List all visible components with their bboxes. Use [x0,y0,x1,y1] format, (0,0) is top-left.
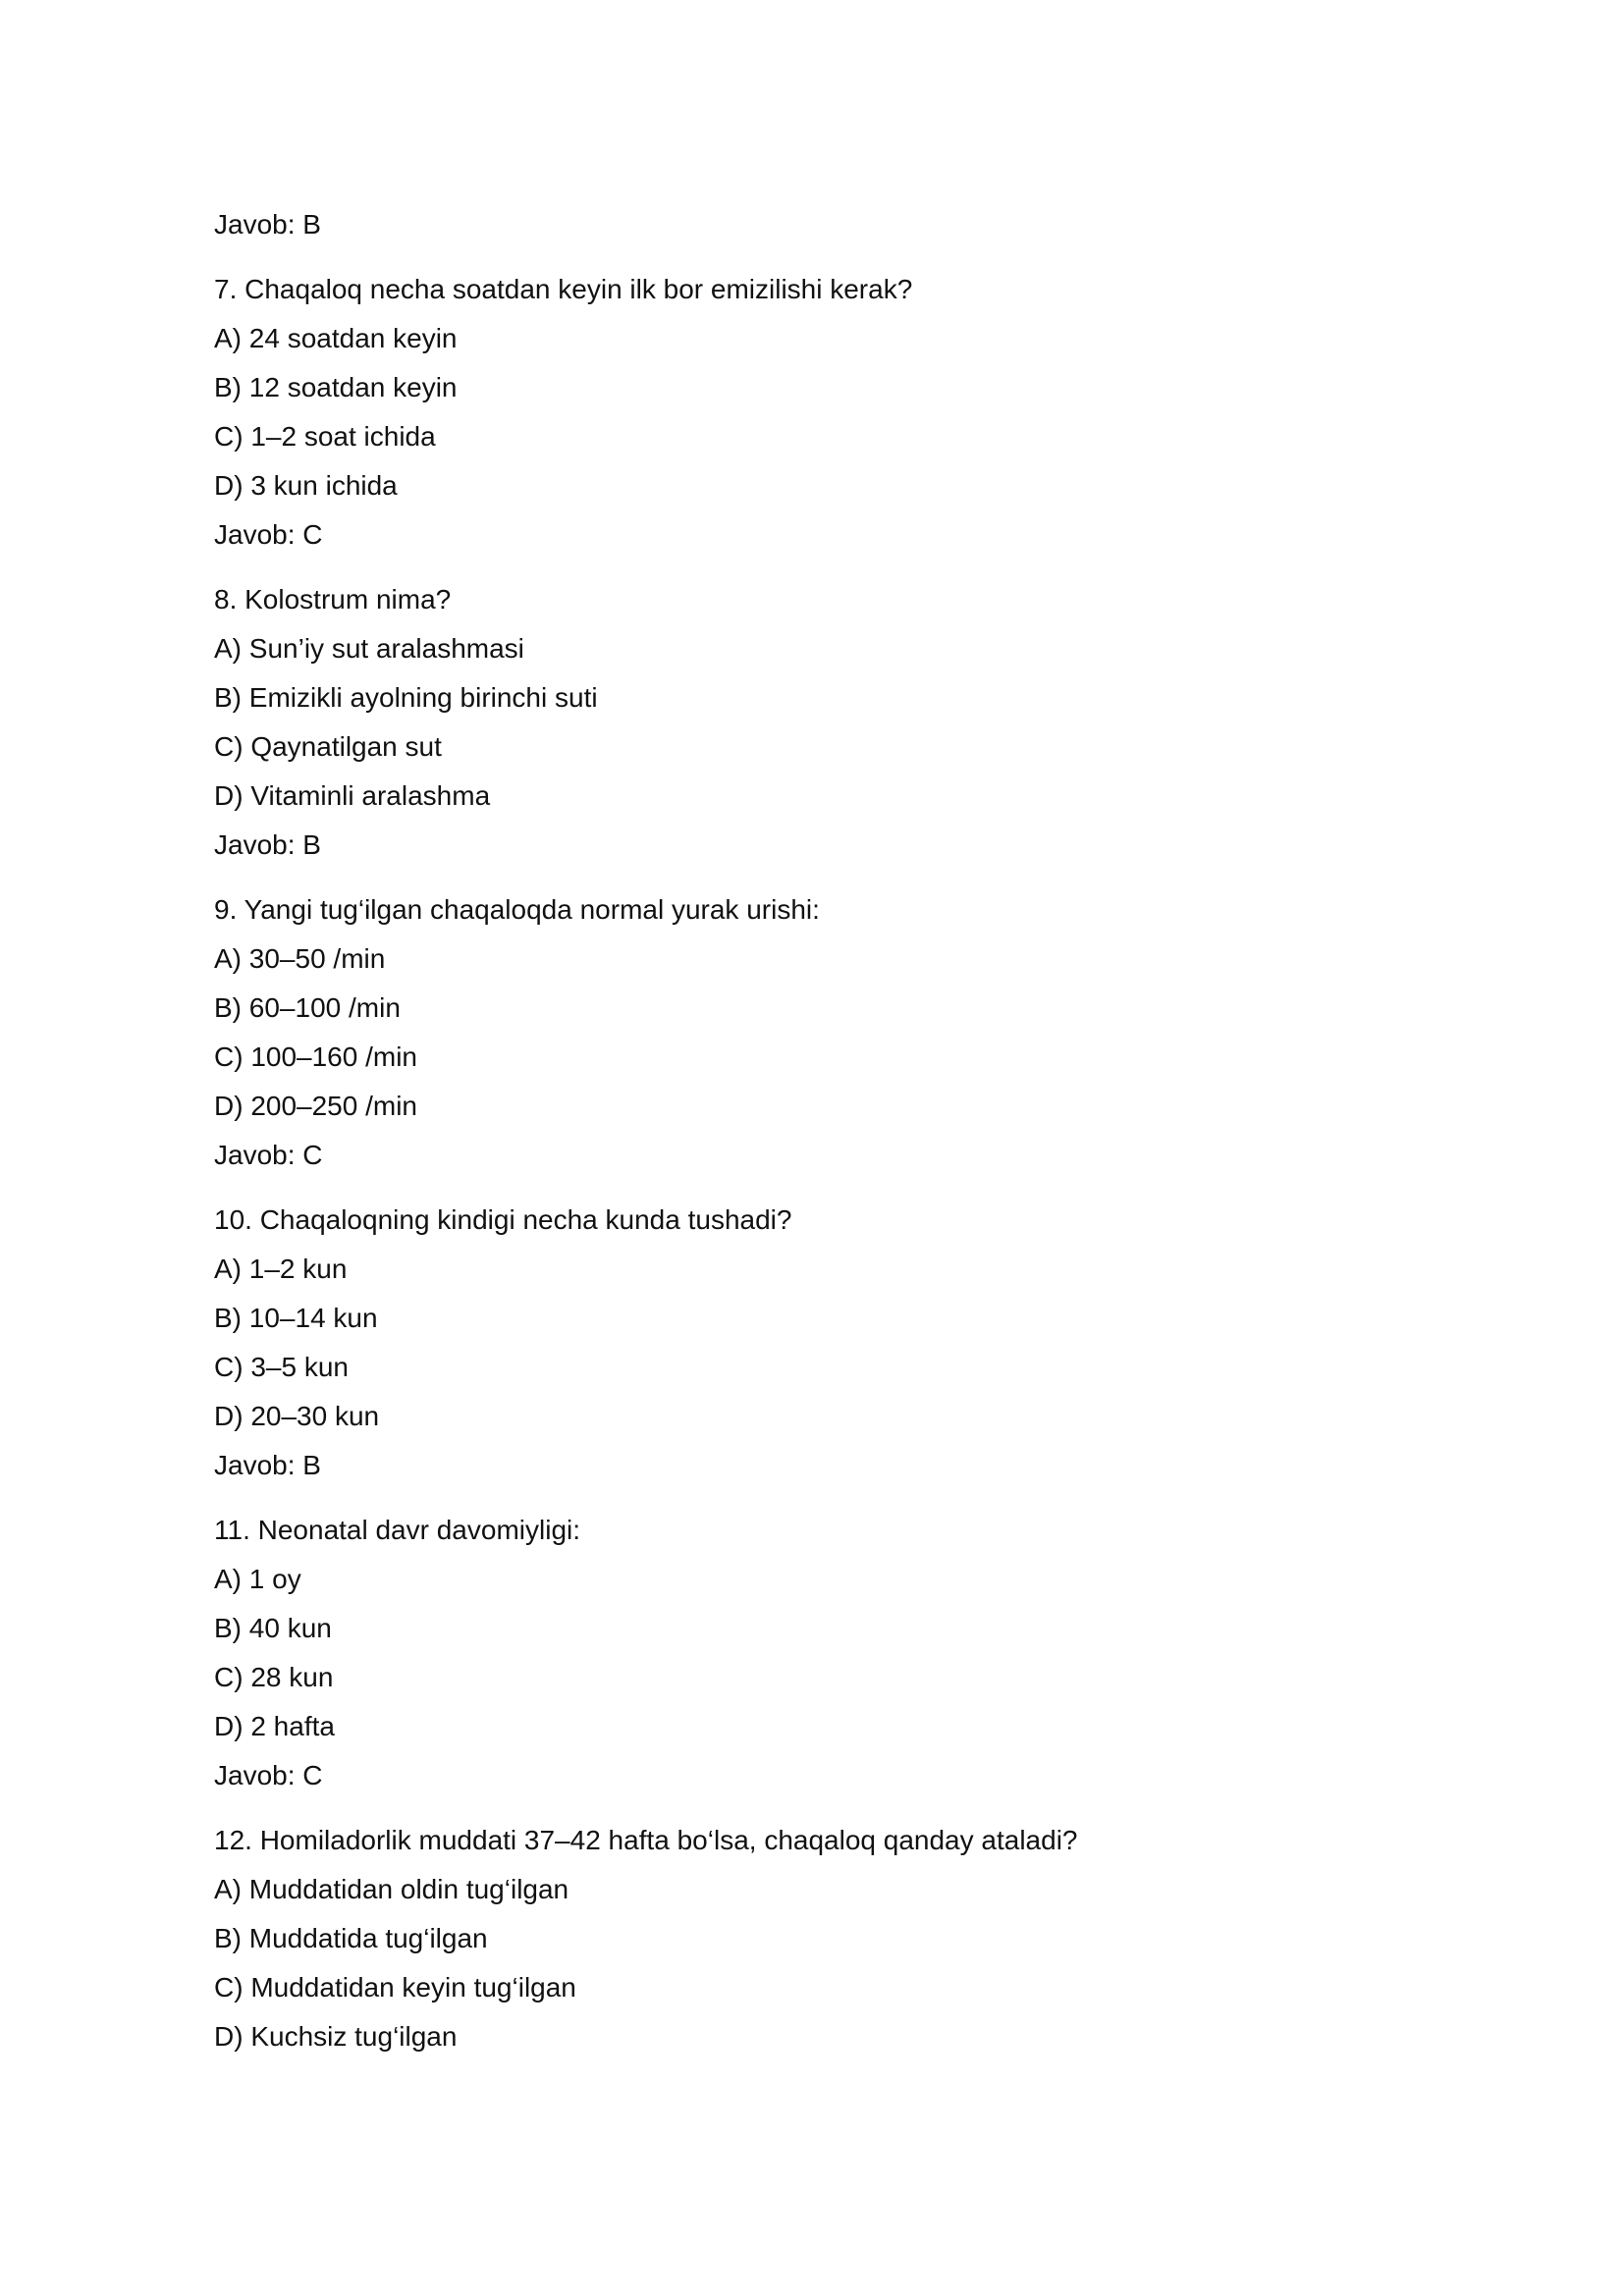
answer-line: Javob: B [214,829,321,860]
option-a: A) 30–50 /min [214,943,386,974]
option-b: B) 60–100 /min [214,992,401,1023]
answer-line: Javob: C [214,519,323,550]
question-12 [214,1824,1422,2054]
option-d: D) 2 hafta [214,1711,335,1741]
question-7 [214,273,1422,552]
question-11 [214,1514,1422,1792]
option-b: B) Emizikli ayolning birinchi suti [214,682,598,713]
option-c: C) 28 kun [214,1662,334,1692]
option-d: D) Vitaminli aralashma [214,780,491,811]
option-d: D) Kuchsiz tug‘ilgan [214,2021,458,2052]
option-c: C) Qaynatilgan sut [214,731,442,762]
question-title: 9. Yangi tug‘ilgan chaqaloqda normal yurak urishi: [214,894,820,925]
option-a: A) 24 soatdan keyin [214,323,458,353]
option-a: A) 1–2 kun [214,1254,348,1284]
answer-line: Javob: C [214,1140,323,1170]
option-b: B) 10–14 kun [214,1303,378,1333]
answer-line: Javob: B [214,1450,321,1480]
question-title: 10. Chaqaloqning kindigi necha kunda tushadi? [214,1204,792,1235]
option-b: B) 40 kun [214,1613,332,1643]
question-title: 11. Neonatal davr davomiyligi: [214,1515,581,1545]
option-b: B) Muddatida tug‘ilgan [214,1923,488,1953]
option-d: D) 20–30 kun [214,1401,380,1431]
option-a: A) 1 oy [214,1564,301,1594]
option-a: A) Sun’iy sut aralashmasi [214,633,524,664]
option-c: C) 100–160 /min [214,1041,418,1072]
option-c: C) Muddatidan keyin tug‘ilgan [214,1972,576,2002]
option-c: C) 1–2 soat ichida [214,421,436,452]
answer-line: Javob: C [214,1760,323,1790]
option-c: C) 3–5 kun [214,1352,349,1382]
question-title: 8. Kolostrum nima? [214,584,452,614]
option-d: D) 200–250 /min [214,1091,418,1121]
question-8 [214,583,1422,862]
option-b: B) 12 soatdan keyin [214,372,458,402]
question-9 [214,893,1422,1172]
question-title: 7. Chaqaloq necha soatdan keyin ilk bor emizilishi kerak? [214,274,913,304]
option-d: D) 3 kun ichida [214,470,398,501]
document-page [214,208,1422,2069]
answer-line: Javob: B [214,209,321,240]
question-title: 12. Homiladorlik muddati 37–42 hafta bo‘lsa, chaqaloq qanday ataladi? [214,1825,1078,1855]
option-a: A) Muddatidan oldin tug‘ilgan [214,1874,569,1904]
question-10 [214,1203,1422,1482]
